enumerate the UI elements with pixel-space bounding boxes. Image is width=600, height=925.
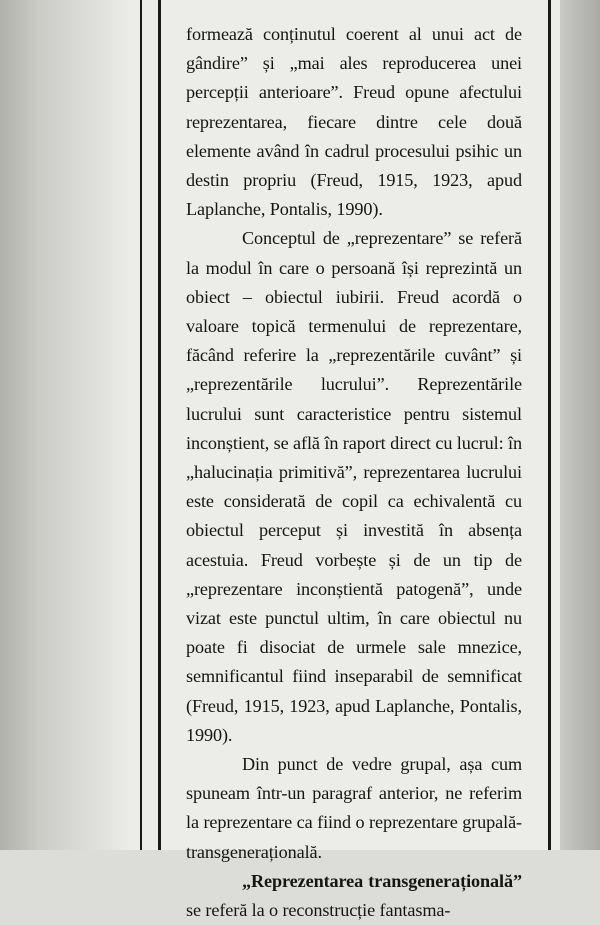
body-text-column <box>186 20 522 925</box>
table-border-right <box>548 0 551 850</box>
table-border-left <box>140 0 142 850</box>
paragraph-4-text: se referă la o reconstrucție fantasma- <box>186 900 451 921</box>
paragraph-2: Conceptul de „reprezentare” se referă la modul în care o persoană își reprezintă un obiect – obiectul iubirii. Freud acordă o valoare topică termenului de reprezentare, făcând referire la „reprezentările cuvânt” și „reprezentările lucrului”. Reprezentările lucrului sunt caracteristice pentru sistemul inconștient, se află în raport direct cu lucrul: în „halucinația primitivă”, reprezentarea lucrului este considerată de copil ca echivalentă cu obiectul perceput și investită în absența acestuia. Freud vorbește și de un tip de „reprezentare inconștientă patogenă”, unde vizat este punctul ultim, în care obiectul nu poate fi disociat de urmele sale mnezice, semnificantul fiind inseparabil de semnificat (Freud, 1915, 1923, apud Laplanche, Pontalis, 1990). <box>186 228 522 745</box>
table-border-inner <box>158 0 161 850</box>
page-edge-shadow <box>560 0 600 850</box>
paragraph-4 <box>186 867 522 925</box>
paragraph-3: Din punct de vedre grupal, așa cum spuneam într-un paragraf anterior, ne referim la reprezentare ca fiind o reprezentare grupală-transgenerațională. <box>186 754 522 862</box>
left-margin-shadow <box>0 0 130 850</box>
paragraph-4-bold-term: „Reprezentarea transgenerațională” <box>242 870 522 891</box>
paragraph-1: formează conținutul coerent al unui act de gândire” și „mai ales reproducerea unei percepții anterioare”. Freud opune afectului reprezentarea, fiecare dintre cele două elemente având în cadrul procesului psihic un destin propriu (Freud, 1915, 1923, apud Laplanche, Pontalis, 1990). <box>186 24 522 220</box>
